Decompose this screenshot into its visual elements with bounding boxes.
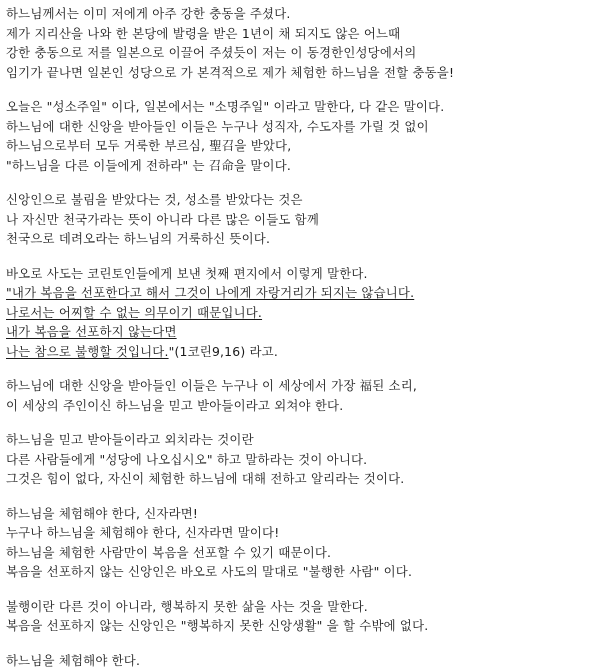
underlined-quote-text: "내가 복음을 선포한다고 해서 그것이 나에게 자랑거리가 되지는 않습니다. xyxy=(6,285,414,300)
line-text: 하느님으로부터 모두 거룩한 부르심, 聖召을 받았다, xyxy=(6,138,291,153)
text-line xyxy=(6,117,600,137)
line-text: 오늘은 "성소주일" 이다, 일본에서는 "소명주일" 이라고 말한다, 다 같은 말이다. xyxy=(6,99,444,114)
text-line xyxy=(6,430,600,450)
text-line xyxy=(6,543,600,563)
line-text: 천국으로 데려오라는 하느님의 거룩하신 뜻이다. xyxy=(6,231,270,246)
line-text: 다른 사람들에게 "성당에 나오십시오" 하고 말하라는 것이 아니다. xyxy=(6,452,367,467)
text-line xyxy=(6,156,600,176)
text-line xyxy=(6,597,600,617)
paragraph xyxy=(6,651,600,670)
line-text: 복음을 선포하지 않는 신앙인은 "행복하지 못한 신앙생활" 을 할 수밖에 없다. xyxy=(6,618,428,633)
underlined-quote-text: 내가 복음을 선포하지 않는다면 xyxy=(6,324,177,339)
text-line xyxy=(6,523,600,543)
text-line xyxy=(6,43,600,63)
text-line xyxy=(6,283,600,303)
line-text: 그것은 힘이 없다, 자신이 체험한 하느님에 대해 전하고 알리라는 것이다. xyxy=(6,471,404,486)
line-text: 임기가 끝나면 일본인 성당으로 가 본격적으로 제가 체험한 하느님을 전할 충동을! xyxy=(6,65,454,80)
paragraph xyxy=(6,376,600,415)
text-line xyxy=(6,264,600,284)
underlined-quote-text: 나로서는 어찌할 수 없는 의무이기 때문입니다. xyxy=(6,305,262,320)
text-line xyxy=(6,469,600,489)
line-text: 제가 지리산을 나와 한 본당에 발령을 받은 1년이 채 되지도 않은 어느때 xyxy=(6,26,400,41)
line-text: 복음을 선포하지 않는 신앙인은 바오로 사도의 말대로 "불행한 사람" 이다. xyxy=(6,564,412,579)
line-text: 하느님께서는 이미 저에게 아주 강한 충동을 주셨다. xyxy=(6,6,291,21)
paragraph xyxy=(6,597,600,636)
line-text: 하느님을 믿고 받아들이라고 외치라는 것이란 xyxy=(6,432,254,447)
paragraph xyxy=(6,4,600,82)
citation-text: "(1코린9,16) 라고. xyxy=(169,344,278,359)
paragraph xyxy=(6,430,600,489)
line-text: "하느님을 다른 이들에게 전하라" 는 召命을 말이다. xyxy=(6,158,291,173)
text-line xyxy=(6,210,600,230)
text-line xyxy=(6,616,600,636)
paragraph xyxy=(6,264,600,362)
text-line xyxy=(6,97,600,117)
line-text: 하느님을 체험해야 한다. xyxy=(6,653,140,668)
text-line xyxy=(6,376,600,396)
text-line xyxy=(6,342,600,362)
line-text: 나 자신만 천국가라는 뜻이 아니라 다른 많은 이들도 함께 xyxy=(6,212,319,227)
line-text: 하느님에 대한 신앙을 받아들인 이들은 누구나 성직자, 수도자를 가릴 것 없이 xyxy=(6,119,429,134)
text-line xyxy=(6,229,600,249)
line-text: 이 세상의 주인이신 하느님을 믿고 받아들이라고 외쳐야 한다. xyxy=(6,398,343,413)
line-text: 누구나 하느님을 체험해야 한다, 신자라면 말이다! xyxy=(6,525,279,540)
text-line xyxy=(6,450,600,470)
text-line xyxy=(6,136,600,156)
text-line xyxy=(6,504,600,524)
line-text: 하느님에 대한 신앙을 받아들인 이들은 누구나 이 세상에서 가장 福된 소리, xyxy=(6,378,417,393)
line-text: 바오로 사도는 코린토인들에게 보낸 첫째 편지에서 이렇게 말한다. xyxy=(6,266,368,281)
paragraph xyxy=(6,190,600,249)
line-text: 불행이란 다른 것이 아니라, 행복하지 못한 삶을 사는 것을 말한다. xyxy=(6,599,368,614)
line-text: 하느님을 체험한 사람만이 복음을 선포할 수 있기 때문이다. xyxy=(6,545,331,560)
text-line xyxy=(6,396,600,416)
text-line xyxy=(6,4,600,24)
underlined-quote-text: 나는 참으로 불행할 것입니다. xyxy=(6,344,169,359)
text-line xyxy=(6,24,600,44)
text-line xyxy=(6,303,600,323)
line-text: 신앙인으로 불림을 받았다는 것, 성소를 받았다는 것은 xyxy=(6,192,303,207)
text-line xyxy=(6,190,600,210)
text-line xyxy=(6,63,600,83)
paragraph xyxy=(6,97,600,175)
text-line xyxy=(6,322,600,342)
text-line xyxy=(6,651,600,670)
line-text: 강한 충동으로 저를 일본으로 이끌어 주셨듯이 저는 이 동경한인성당에서의 xyxy=(6,45,416,60)
text-line xyxy=(6,562,600,582)
paragraph xyxy=(6,504,600,582)
line-text: 하느님을 체험해야 한다, 신자라면! xyxy=(6,506,198,521)
